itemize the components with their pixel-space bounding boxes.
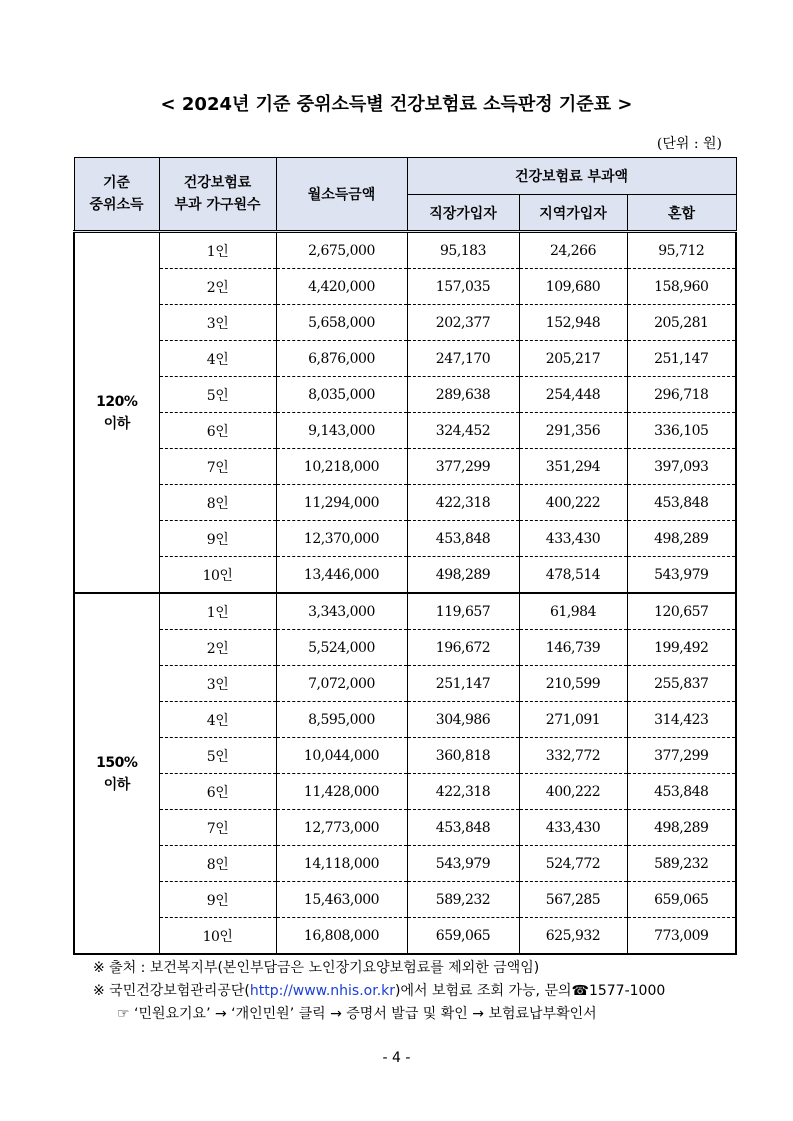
note-nhis-prefix: ※ 국민건강보험관리공단( — [93, 983, 250, 999]
cell-employee: 247,170 — [407, 341, 519, 377]
cell-mixed: 589,232 — [627, 846, 736, 882]
cell-mixed: 336,105 — [627, 413, 736, 449]
cell-mixed: 453,848 — [627, 774, 736, 810]
cell-income: 11,428,000 — [276, 774, 407, 810]
cell-mixed: 659,065 — [627, 882, 736, 918]
cell-income: 8,595,000 — [276, 702, 407, 738]
note-guide: ☞ ‘민원요기요’ → ‘개인민원’ 클릭 → 증명서 발급 및 확인 → 보험료납부확인서 — [117, 1006, 597, 1022]
cell-regional: 271,091 — [519, 702, 627, 738]
cell-regional: 254,448 — [519, 377, 627, 413]
nhis-link[interactable]: http://www.nhis.or.kr — [249, 983, 396, 999]
cell-regional: 146,739 — [519, 630, 627, 666]
cell-regional: 433,430 — [519, 810, 627, 846]
group-150 — [74, 593, 736, 954]
cell-mixed: 314,423 — [627, 702, 736, 738]
cell-employee: 157,035 — [407, 269, 519, 305]
cell-income: 5,524,000 — [276, 630, 407, 666]
cell-size: 8인 — [159, 485, 276, 521]
cell-regional: 400,222 — [519, 485, 627, 521]
cell-mixed: 251,147 — [627, 341, 736, 377]
cell-size: 2인 — [159, 630, 276, 666]
header-mixed: 혼합 — [627, 195, 736, 232]
table-row — [74, 630, 736, 666]
table-row — [74, 485, 736, 521]
cell-size: 3인 — [159, 305, 276, 341]
table-row — [74, 846, 736, 882]
cell-size: 5인 — [159, 377, 276, 413]
cell-regional: 152,948 — [519, 305, 627, 341]
cell-size: 2인 — [159, 269, 276, 305]
cell-employee: 422,318 — [407, 774, 519, 810]
table-row — [74, 738, 736, 774]
table-row — [74, 702, 736, 738]
header-household-size: 건강보험료 부과 가구원수 — [159, 158, 276, 232]
cell-employee: 289,638 — [407, 377, 519, 413]
cell-income: 11,294,000 — [276, 485, 407, 521]
cell-employee: 543,979 — [407, 846, 519, 882]
cell-regional: 567,285 — [519, 882, 627, 918]
cell-income: 15,463,000 — [276, 882, 407, 918]
income-standard-table — [73, 157, 737, 955]
cell-size: 5인 — [159, 738, 276, 774]
table-row — [74, 593, 736, 630]
cell-mixed: 255,837 — [627, 666, 736, 702]
table-row — [74, 377, 736, 413]
table-row — [74, 918, 736, 955]
cell-employee: 453,848 — [407, 521, 519, 557]
cell-income: 12,370,000 — [276, 521, 407, 557]
cell-income: 3,343,000 — [276, 593, 407, 630]
table-row — [74, 341, 736, 377]
cell-size: 7인 — [159, 449, 276, 485]
cell-employee: 202,377 — [407, 305, 519, 341]
cell-employee: 304,986 — [407, 702, 519, 738]
group-label: 120% 이하 — [74, 232, 159, 594]
note-nhis — [93, 980, 665, 1003]
cell-mixed: 377,299 — [627, 738, 736, 774]
cell-employee: 119,657 — [407, 593, 519, 630]
table-row — [74, 666, 736, 702]
cell-income: 7,072,000 — [276, 666, 407, 702]
cell-mixed: 205,281 — [627, 305, 736, 341]
cell-mixed: 498,289 — [627, 521, 736, 557]
group-120 — [74, 232, 736, 594]
note-nhis-suffix: )에서 보험료 조회 가능, 문의☎1577-1000 — [395, 983, 666, 999]
cell-size: 6인 — [159, 413, 276, 449]
cell-size: 4인 — [159, 702, 276, 738]
cell-mixed: 498,289 — [627, 810, 736, 846]
table-row — [74, 557, 736, 594]
cell-employee: 453,848 — [407, 810, 519, 846]
cell-mixed: 95,712 — [627, 232, 736, 269]
table-row — [74, 413, 736, 449]
cell-income: 12,773,000 — [276, 810, 407, 846]
table-row — [74, 774, 736, 810]
cell-employee: 589,232 — [407, 882, 519, 918]
table-row — [74, 810, 736, 846]
cell-regional: 478,514 — [519, 557, 627, 594]
cell-employee: 360,818 — [407, 738, 519, 774]
table-row — [74, 521, 736, 557]
cell-mixed: 120,657 — [627, 593, 736, 630]
cell-mixed: 199,492 — [627, 630, 736, 666]
cell-size: 1인 — [159, 593, 276, 630]
cell-income: 10,044,000 — [276, 738, 407, 774]
cell-employee: 377,299 — [407, 449, 519, 485]
cell-employee: 196,672 — [407, 630, 519, 666]
table-header — [74, 158, 736, 232]
cell-income: 9,143,000 — [276, 413, 407, 449]
table-row — [74, 269, 736, 305]
cell-regional: 332,772 — [519, 738, 627, 774]
cell-size: 6인 — [159, 774, 276, 810]
cell-size: 7인 — [159, 810, 276, 846]
cell-income: 4,420,000 — [276, 269, 407, 305]
cell-regional: 109,680 — [519, 269, 627, 305]
header-monthly-income: 월소득금액 — [276, 158, 407, 232]
cell-income: 8,035,000 — [276, 377, 407, 413]
cell-size: 10인 — [159, 918, 276, 955]
cell-size: 9인 — [159, 521, 276, 557]
cell-employee: 251,147 — [407, 666, 519, 702]
cell-mixed: 397,093 — [627, 449, 736, 485]
cell-regional: 625,932 — [519, 918, 627, 955]
cell-income: 2,675,000 — [276, 232, 407, 269]
cell-size: 4인 — [159, 341, 276, 377]
table-row — [74, 449, 736, 485]
cell-mixed: 453,848 — [627, 485, 736, 521]
header-regional: 지역가입자 — [519, 195, 627, 232]
cell-size: 10인 — [159, 557, 276, 594]
cell-size: 1인 — [159, 232, 276, 269]
cell-income: 6,876,000 — [276, 341, 407, 377]
cell-employee: 659,065 — [407, 918, 519, 955]
cell-income: 10,218,000 — [276, 449, 407, 485]
table-row — [74, 305, 736, 341]
header-median-income: 기준 중위소득 — [74, 158, 159, 232]
cell-mixed: 773,009 — [627, 918, 736, 955]
header-employee: 직장가입자 — [407, 195, 519, 232]
cell-income: 13,446,000 — [276, 557, 407, 594]
cell-employee: 324,452 — [407, 413, 519, 449]
cell-employee: 422,318 — [407, 485, 519, 521]
cell-size: 3인 — [159, 666, 276, 702]
note-source: ※ 출처 : 보건복지부(본인부담금은 노인장기요양보험료를 제외한 금액임) — [93, 960, 540, 976]
cell-regional: 61,984 — [519, 593, 627, 630]
cell-income: 16,808,000 — [276, 918, 407, 955]
cell-employee: 498,289 — [407, 557, 519, 594]
cell-income: 5,658,000 — [276, 305, 407, 341]
cell-regional: 291,356 — [519, 413, 627, 449]
cell-regional: 524,772 — [519, 846, 627, 882]
cell-mixed: 543,979 — [627, 557, 736, 594]
cell-mixed: 158,960 — [627, 269, 736, 305]
cell-regional: 24,266 — [519, 232, 627, 269]
cell-regional: 351,294 — [519, 449, 627, 485]
cell-size: 9인 — [159, 882, 276, 918]
page-title: < 2024년 기준 중위소득별 건강보험료 소득판정 기준표 > — [160, 94, 633, 115]
unit-label: (단위 : 원) — [656, 136, 722, 152]
cell-employee: 95,183 — [407, 232, 519, 269]
header-premium: 건강보험료 부과액 — [407, 158, 736, 195]
cell-regional: 433,430 — [519, 521, 627, 557]
cell-regional: 210,599 — [519, 666, 627, 702]
cell-size: 8인 — [159, 846, 276, 882]
group-label: 150% 이하 — [74, 593, 159, 954]
cell-mixed: 296,718 — [627, 377, 736, 413]
page-number: - 4 - — [382, 1050, 411, 1066]
table-row — [74, 232, 736, 269]
cell-regional: 400,222 — [519, 774, 627, 810]
cell-regional: 205,217 — [519, 341, 627, 377]
table-row — [74, 882, 736, 918]
cell-income: 14,118,000 — [276, 846, 407, 882]
notes — [93, 957, 665, 1026]
